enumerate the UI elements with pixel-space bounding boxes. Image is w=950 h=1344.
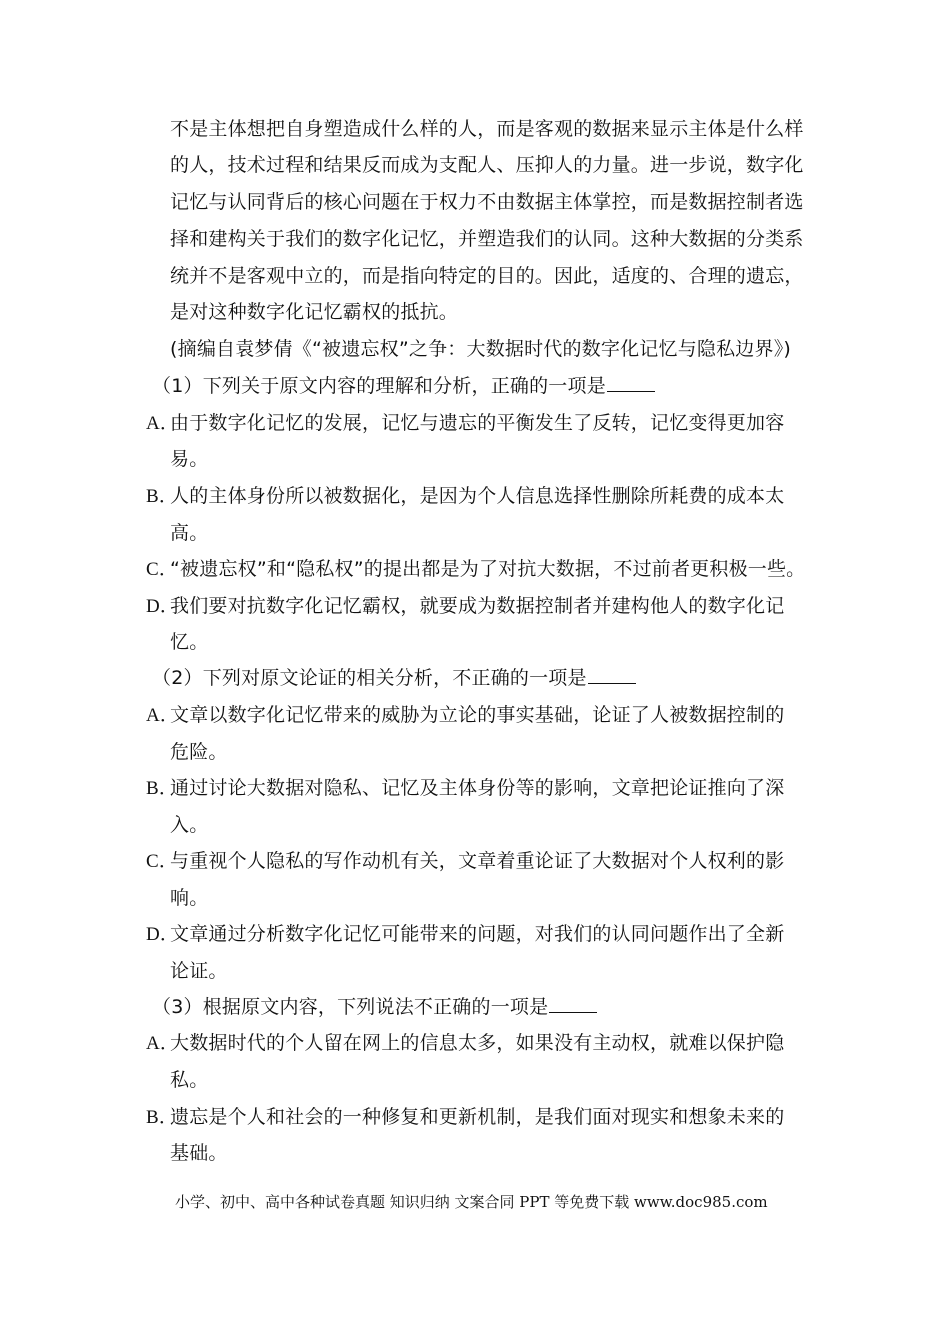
option-line [146,556,805,583]
option-line [146,410,784,437]
answer-blank [588,665,636,684]
option-continuation: 高。 [170,522,209,544]
question-stem [152,994,597,1020]
option-text: 文章以数字化记忆带来的威胁为立论的事实基础，论证了人被数据控制的 [170,704,785,726]
option-continuation: 忆。 [170,631,209,653]
passage-line: 的人，技术过程和结果反而成为支配人、压抑人的力量。进一步说，数字化 [170,154,804,176]
option-line [146,593,784,620]
option-letter: D． [146,924,180,945]
question-stem [152,373,655,399]
passage-line: 不是主体想把自身塑造成什么样的人，而是客观的数据来显示主体是什么样 [170,118,804,140]
question-stem-text: （3）根据原文内容，下列说法不正确的一项是 [152,996,549,1018]
option-text: 文章通过分析数字化记忆可能带来的问题，对我们的认同问题作出了全新 [170,923,785,945]
passage-line: 记忆与认同背后的核心问题在于权力不由数据主体掌控，而是数据控制者选 [170,191,804,213]
option-text: 与重视个人隐私的写作动机有关，文章着重论证了大数据对个人权利的影 [170,850,785,872]
passage-source: (摘编自袁梦倩《“被遗忘权”之争：大数据时代的数字化记忆与隐私边界》) [170,338,792,360]
option-continuation: 基础。 [170,1142,228,1164]
option-letter: B． [146,778,179,799]
option-continuation: 易。 [170,448,209,470]
option-text: 大数据时代的个人留在网上的信息太多，如果没有主动权，就难以保护隐 [170,1032,785,1054]
option-continuation: 论证。 [170,960,228,982]
passage-line: 择和建构关于我们的数字化记忆，并塑造我们的认同。这种大数据的分类系 [170,228,804,250]
option-letter: C． [146,851,179,872]
option-text: 通过讨论大数据对隐私、记忆及主体身份等的影响，文章把论证推向了深 [170,777,785,799]
option-letter: C． [146,559,179,580]
option-letter: A． [146,705,180,726]
option-line [146,775,784,802]
option-line [146,702,784,729]
option-letter: A． [146,413,180,434]
option-letter: B． [146,1107,179,1128]
option-line [146,848,784,875]
question-stem-text: （2）下列对原文论证的相关分析，不正确的一项是 [152,667,587,689]
option-letter: A． [146,1033,180,1054]
option-continuation: 私。 [170,1069,209,1091]
option-continuation: 入。 [170,814,209,836]
option-text: “被遗忘权”和“隐私权”的提出都是为了对抗大数据，不过前者更积极一些。 [170,558,806,580]
option-line [146,1104,784,1131]
option-continuation: 响。 [170,887,209,909]
option-line [146,1030,784,1057]
option-text: 由于数字化记忆的发展，记忆与遗忘的平衡发生了反转，记忆变得更加容 [170,412,785,434]
passage-line: 是对这种数字化记忆霸权的抵抗。 [170,301,459,323]
option-text: 遗忘是个人和社会的一种修复和更新机制，是我们面对现实和想象未来的 [170,1106,785,1128]
option-text: 人的主体身份所以被数据化，是因为个人信息选择性删除所耗费的成本太 [170,485,785,507]
question-stem-text: （1）下列关于原文内容的理解和分析，正确的一项是 [152,375,606,397]
answer-blank [607,373,655,392]
answer-blank [549,994,597,1013]
option-line [146,483,784,510]
page-footer: 小学、初中、高中各种试卷真题 知识归纳 文案合同 PPT 等免费下载 www.doc985.com [175,1193,768,1211]
passage-line: 统并不是客观中立的，而是指向特定的目的。因此，适度的、合理的遗忘， [170,265,804,287]
option-continuation: 危险。 [170,741,228,763]
option-line [146,921,784,948]
option-letter: B． [146,486,179,507]
question-stem [152,665,636,691]
option-text: 我们要对抗数字化记忆霸权，就要成为数据控制者并建构他人的数字化记 [170,595,785,617]
option-letter: D． [146,596,180,617]
